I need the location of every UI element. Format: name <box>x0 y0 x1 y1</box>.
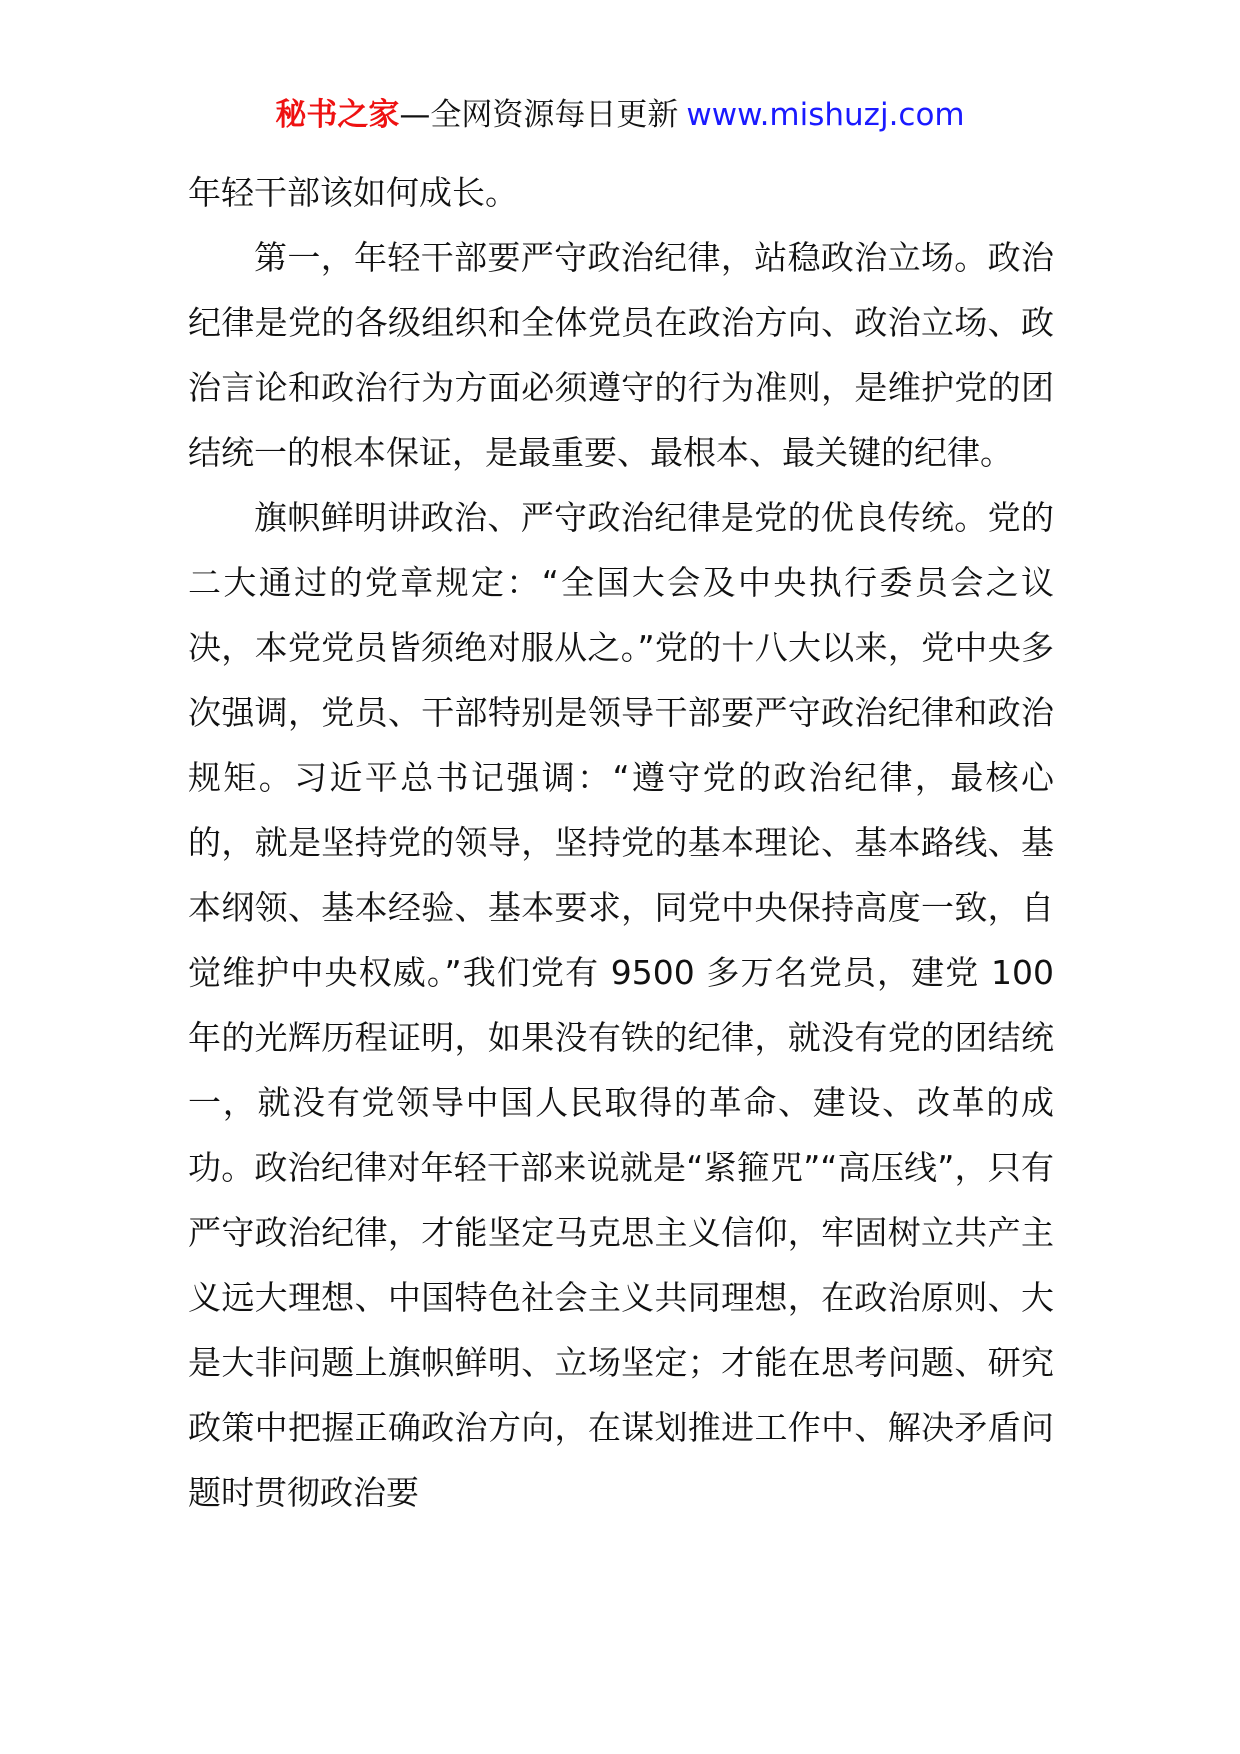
brand-name: 秘书之家 <box>275 97 400 133</box>
document-body <box>188 160 1054 1525</box>
website-link[interactable]: www.mishuzj.com <box>686 97 965 133</box>
paragraph-political-discipline: 第一，年轻干部要严守政治纪律，站稳政治立场。政治纪律是党的各级组织和全体党员在政治方向、政治立场、政治言论和政治行为方面必须遵守的行为准则，是维护党的团结统一的根本保证，是最重要、最根本、最关键的纪律。 <box>188 238 1054 472</box>
page-header <box>0 95 1240 135</box>
header-tagline: —全网资源每日更新 <box>399 97 679 133</box>
paragraph-party-tradition: 旗帜鲜明讲政治、严守政治纪律是党的优良传统。党的二大通过的党章规定：“全国大会及中央执行委员会之议决，本党党员皆须绝对服从之。”党的十八大以来，党中央多次强调，党员、干部特别是领导干部要严守政治纪律和政治规矩。习近平总书记强调：“遵守党的政治纪律，最核心的，就是坚持党的领导，坚持党的基本理论、基本路线、基本纲领、基本经验、基本要求，同党中央保持高度一致，自觉维护中央权威。”我们党有 9500 多万名党员，建党 100 年的光辉历程证明，如果没有铁的纪律，就没有党的团结统一，就没有党领导中国人民取得的革命、建设、改革的成功。政治纪律对年轻干部来说就是“紧箍咒”“高压线”，只有严守政治纪律，才能坚定马克思主义信仰，牢固树立共产主义远大理想、中国特色社会主义共同理想，在政治原则、大是大非问题上旗帜鲜明、立场坚定；才能在思考问题、研究政策中把握正确政治方向，在谋划推进工作中、解决矛盾问题时贯彻政治要 <box>188 498 1054 1512</box>
paragraph-continuation: 年轻干部该如何成长。 <box>188 173 518 212</box>
